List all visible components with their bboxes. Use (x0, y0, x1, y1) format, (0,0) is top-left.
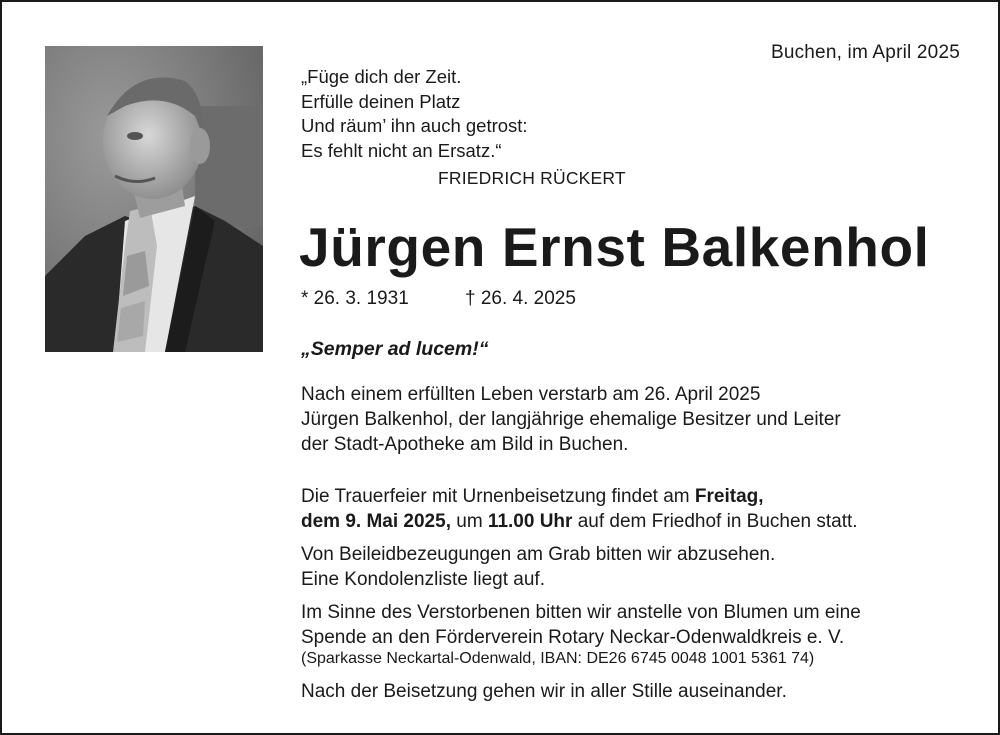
paragraph-line: Von Beileidbezeugungen am Grab bitten wir abzusehen. (301, 544, 776, 565)
deceased-name: Jürgen Ernst Balkenhol (299, 216, 930, 278)
funeral-paragraph (301, 484, 858, 534)
place-date: Buchen, im April 2025 (770, 42, 960, 63)
funeral-date: dem 9. Mai 2025, (301, 511, 451, 532)
funeral-day: Freitag, (694, 486, 764, 507)
bank-details: (Sparkasse Neckartal-Odenwald, IBAN: DE26 6745 0048 1001 5361 74) (301, 650, 815, 667)
birth-date: * 26. 3. 1931 (301, 288, 409, 309)
portrait-icon (45, 46, 263, 352)
portrait-photo (45, 46, 263, 352)
motto: „Semper ad lucem!“ (301, 338, 489, 360)
donation-paragraph (301, 600, 861, 650)
announcement-paragraph (301, 382, 841, 457)
quote-author: FRIEDRICH RÜCKERT (438, 168, 626, 188)
funeral-time: 11.00 Uhr (487, 511, 573, 532)
text-span: auf dem Friedhof in Buchen statt. (572, 511, 858, 532)
paragraph-line (301, 509, 858, 534)
quote-line: „Füge dich der Zeit. (301, 66, 462, 87)
poem-quote (301, 65, 528, 163)
paragraph-line: Nach einem erfüllten Leben verstarb am 26. April 2025 (301, 384, 761, 405)
paragraph-line (301, 484, 858, 509)
death-date: † 26. 4. 2025 (465, 288, 576, 309)
paragraph-line: Jürgen Balkenhol, der langjährige ehemalige Besitzer und Leiter (301, 409, 841, 430)
quote-line: Es fehlt nicht an Ersatz.“ (301, 139, 502, 161)
quote-line: Und räum’ ihn auch getrost: (301, 115, 528, 136)
closing-line: Nach der Beisetzung gehen wir in aller Stille auseinander. (301, 681, 787, 702)
text-span: Die Trauerfeier mit Urnenbeisetzung findet am (301, 486, 695, 507)
paragraph-line: Im Sinne des Verstorbenen bitten wir anstelle von Blumen um eine (301, 602, 861, 623)
text-span: um (450, 511, 488, 532)
condolence-paragraph (301, 542, 775, 592)
paragraph-line: der Stadt-Apotheke am Bild in Buchen. (301, 434, 629, 455)
quote-line: Erfülle deinen Platz (301, 90, 461, 112)
paragraph-line: Eine Kondolenzliste liegt auf. (301, 569, 545, 590)
paragraph-line: Spende an den Förderverein Rotary Neckar-Odenwaldkreis e. V. (301, 627, 845, 648)
